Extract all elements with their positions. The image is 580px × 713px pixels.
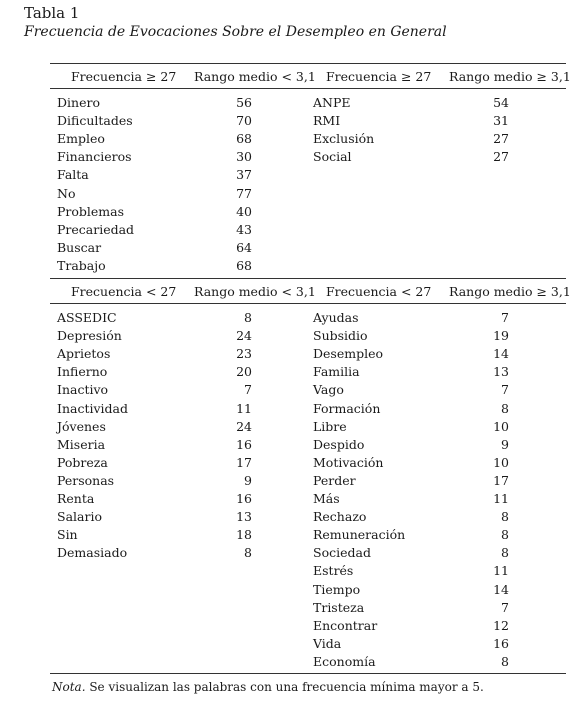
word-cell: Desempleo: [313, 346, 384, 362]
word-cell: Encontrar: [313, 617, 378, 633]
frequency-cell: 13: [493, 364, 509, 380]
frequency-cell: 17: [236, 454, 252, 470]
word-cell: Libre: [313, 418, 347, 434]
word-cell: Pobreza: [57, 454, 108, 470]
note-label: Nota.: [52, 680, 86, 694]
word-cell: Tristeza: [313, 599, 365, 615]
frequency-cell: 8: [501, 509, 509, 525]
header-bottom-left-frequency: Frecuencia < 27: [71, 284, 177, 299]
word-cell: Remuneración: [313, 527, 406, 543]
frequency-cell: 17: [493, 472, 509, 488]
frequency-cell: 30: [236, 149, 252, 165]
word-cell: Demasiado: [57, 545, 128, 561]
frequency-cell: 27: [493, 149, 509, 165]
word-cell: Sociedad: [313, 545, 371, 561]
frequency-cell: 18: [236, 527, 252, 543]
frequency-cell: 9: [501, 436, 509, 452]
frequency-cell: 8: [501, 545, 509, 561]
frequency-cell: 16: [236, 436, 252, 452]
frequency-cell: 11: [493, 491, 509, 506]
word-cell: RMI: [313, 113, 341, 129]
word-cell: Sin: [57, 527, 78, 543]
word-cell: Falta: [57, 167, 89, 183]
word-cell: ANPE: [313, 95, 351, 110]
header-rule-bottom: [50, 303, 566, 304]
frequency-cell: 64: [236, 239, 252, 255]
word-cell: Infierno: [57, 364, 108, 380]
header-top-left-rank: Rango medio < 3,1: [194, 69, 316, 84]
frequency-cell: 54: [493, 95, 509, 110]
word-cell: Empleo: [57, 131, 105, 147]
frequency-cell: 68: [236, 131, 252, 147]
word-cell: Miseria: [57, 436, 106, 452]
frequency-cell: 8: [501, 527, 509, 543]
frequency-cell: 37: [236, 167, 252, 183]
word-cell: Perder: [313, 472, 356, 488]
word-cell: Más: [313, 491, 340, 506]
frequency-cell: 7: [244, 382, 252, 398]
word-cell: Financieros: [57, 149, 132, 165]
frequency-cell: 9: [244, 472, 252, 488]
top-rule: [50, 63, 566, 64]
bottom-rule: [50, 673, 566, 674]
frequency-cell: 24: [236, 418, 252, 434]
word-cell: Formación: [313, 400, 381, 416]
word-cell: Economía: [313, 653, 376, 669]
frequency-cell: 31: [493, 113, 509, 129]
word-cell: Inactividad: [57, 400, 128, 416]
frequency-cell: 56: [236, 95, 252, 110]
frequency-cell: 14: [493, 581, 509, 597]
frequency-cell: 11: [493, 563, 509, 579]
frequency-cell: 23: [236, 346, 252, 362]
frequency-cell: 68: [236, 257, 252, 273]
header-rule-top: [50, 88, 566, 89]
word-cell: Estrés: [313, 563, 354, 579]
word-cell: Dinero: [57, 95, 100, 110]
frequency-cell: 10: [493, 418, 509, 434]
word-cell: Precariedad: [57, 221, 135, 237]
frequency-cell: 24: [236, 328, 252, 344]
frequency-cell: 70: [236, 113, 252, 129]
table-note: [52, 680, 484, 694]
header-top-right-frequency: Frecuencia ≥ 27: [326, 69, 432, 84]
word-cell: Inactivo: [57, 382, 109, 398]
word-cell: Buscar: [57, 239, 102, 255]
frequency-cell: 8: [244, 545, 252, 561]
word-cell: Salario: [57, 509, 102, 525]
word-cell: Exclusión: [313, 131, 375, 147]
header-top-right-rank: Rango medio ≥ 3,1: [449, 69, 571, 84]
header-bottom-right-rank: Rango medio ≥ 3,1: [449, 284, 571, 299]
word-cell: No: [57, 185, 76, 201]
table-title: Tabla 1: [24, 4, 80, 22]
frequency-cell: 12: [493, 617, 509, 633]
word-cell: Trabajo: [57, 257, 106, 273]
word-cell: Rechazo: [313, 509, 367, 525]
header-bottom-right-frequency: Frecuencia < 27: [326, 284, 432, 299]
frequency-cell: 7: [501, 382, 509, 398]
word-cell: Aprietos: [57, 346, 111, 362]
frequency-cell: 27: [493, 131, 509, 147]
word-cell: Social: [313, 149, 352, 165]
word-cell: Familia: [313, 364, 360, 380]
word-cell: Ayudas: [313, 310, 359, 325]
table-subtitle: Frecuencia de Evocaciones Sobre el Desempleo en General: [24, 24, 447, 40]
frequency-cell: 16: [493, 635, 509, 651]
word-cell: ASSEDIC: [57, 310, 117, 325]
frequency-cell: 43: [236, 221, 252, 237]
word-cell: Problemas: [57, 203, 125, 219]
word-cell: Subsidio: [313, 328, 368, 344]
word-cell: Jóvenes: [57, 418, 106, 434]
word-cell: Tiempo: [313, 581, 361, 597]
frequency-cell: 13: [236, 509, 252, 525]
frequency-cell: 16: [236, 491, 252, 506]
word-cell: Personas: [57, 472, 115, 488]
header-top-left-frequency: Frecuencia ≥ 27: [71, 69, 177, 84]
frequency-cell: 7: [501, 599, 509, 615]
frequency-cell: 20: [236, 364, 252, 380]
frequency-cell: 8: [244, 310, 252, 325]
frequency-cell: 40: [236, 203, 252, 219]
note-text: Se visualizan las palabras con una frecuencia mínima mayor a 5.: [85, 680, 484, 694]
word-cell: Vida: [313, 635, 342, 651]
middle-rule: [50, 278, 566, 279]
frequency-cell: 10: [493, 454, 509, 470]
frequency-cell: 8: [501, 653, 509, 669]
word-cell: Vago: [313, 382, 344, 398]
frequency-cell: 7: [501, 310, 509, 325]
header-bottom-left-rank: Rango medio < 3,1: [194, 284, 316, 299]
frequency-cell: 8: [501, 400, 509, 416]
word-cell: Motivación: [313, 454, 384, 470]
frequency-cell: 19: [493, 328, 509, 344]
frequency-cell: 11: [236, 400, 252, 416]
word-cell: Dificultades: [57, 113, 133, 129]
frequency-cell: 14: [493, 346, 509, 362]
frequency-cell: 77: [236, 185, 252, 201]
word-cell: Despido: [313, 436, 365, 452]
word-cell: Renta: [57, 491, 95, 506]
word-cell: Depresión: [57, 328, 122, 344]
